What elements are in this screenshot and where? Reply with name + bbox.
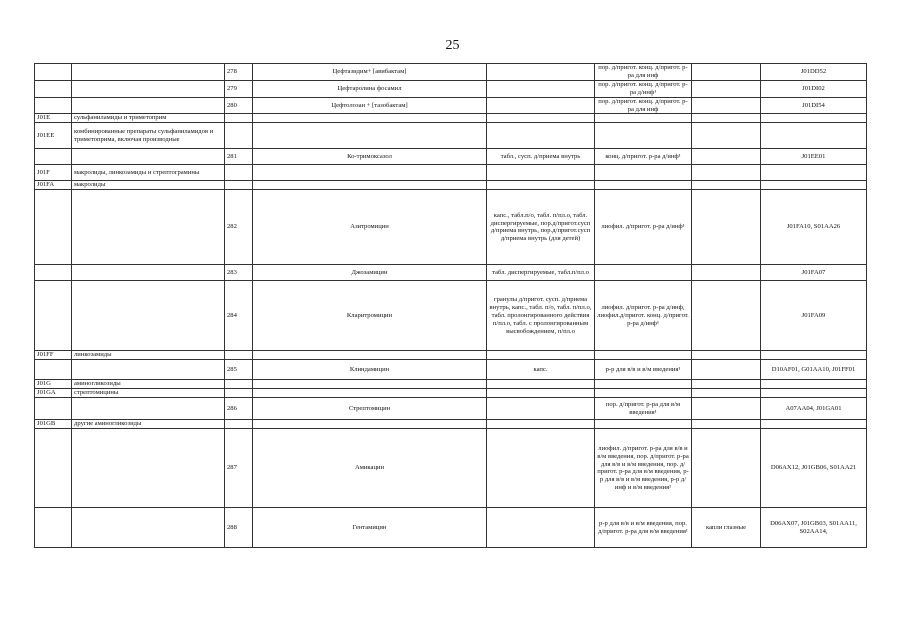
atc-group-code — [35, 429, 72, 508]
table-row — [35, 165, 867, 181]
atc-group-code: J01E — [35, 114, 72, 123]
row-number: 288 — [225, 508, 253, 548]
atc-code — [761, 123, 867, 149]
dosage-form-other — [692, 351, 761, 360]
atc-group-name: макролиды, линкозамиды и стрептограмины — [72, 165, 225, 181]
dosage-form — [487, 398, 595, 420]
atc-group-name: комбинированные препараты сульфаниламидов и триметоприма, включая производные — [72, 123, 225, 149]
dosage-form-other — [692, 64, 761, 81]
drug-name: Ко-тримоксазол — [253, 149, 487, 165]
dosage-form-injection: р-р для в/в и в/м введения¹ — [595, 360, 692, 380]
row-number: 281 — [225, 149, 253, 165]
dosage-form — [487, 165, 595, 181]
row-number — [225, 351, 253, 360]
table-row — [35, 149, 867, 165]
atc-group-code — [35, 97, 72, 114]
row-number — [225, 181, 253, 190]
atc-code: J01EE01 — [761, 149, 867, 165]
table-row — [35, 398, 867, 420]
row-number — [225, 389, 253, 398]
atc-group-code: J01EE — [35, 123, 72, 149]
dosage-form-injection — [595, 165, 692, 181]
row-number — [225, 123, 253, 149]
dosage-form-other — [692, 265, 761, 281]
dosage-form — [487, 429, 595, 508]
dosage-form-injection — [595, 123, 692, 149]
atc-group-name — [72, 265, 225, 281]
dosage-form — [487, 97, 595, 114]
table-row — [35, 420, 867, 429]
page-number: 25 — [445, 38, 460, 53]
atc-group-code — [35, 281, 72, 351]
atc-code — [761, 351, 867, 360]
atc-code — [761, 389, 867, 398]
atc-code: D06AX07, J01GB03, S01AA11, S02AA14, — [761, 508, 867, 548]
dosage-form-injection — [595, 420, 692, 429]
table-body — [35, 64, 867, 548]
dosage-form — [487, 80, 595, 97]
dosage-form: табл. диспергируемые, табл.п/пл.о — [487, 265, 595, 281]
drug-name — [253, 114, 487, 123]
drug-name: Амикацин — [253, 429, 487, 508]
table-row — [35, 281, 867, 351]
atc-code — [761, 380, 867, 389]
atc-group-name: аминогликозиды — [72, 380, 225, 389]
table-row — [35, 97, 867, 114]
row-number: 280 — [225, 97, 253, 114]
atc-group-name — [72, 64, 225, 81]
row-number: 287 — [225, 429, 253, 508]
atc-code — [761, 165, 867, 181]
drug-name — [253, 380, 487, 389]
dosage-form-other — [692, 80, 761, 97]
dosage-form-other — [692, 429, 761, 508]
atc-group-name — [72, 80, 225, 97]
drug-name: Кларитромицин — [253, 281, 487, 351]
atc-group-code: J01FF — [35, 351, 72, 360]
drug-name: Цефтолозан + [тазобактам] — [253, 97, 487, 114]
atc-code — [761, 420, 867, 429]
dosage-form — [487, 380, 595, 389]
dosage-form-other — [692, 380, 761, 389]
row-number: 278 — [225, 64, 253, 81]
atc-code: D06AX12, J01GB06, S01AA21 — [761, 429, 867, 508]
row-number: 283 — [225, 265, 253, 281]
atc-group-code: J01FA — [35, 181, 72, 190]
atc-group-name — [72, 97, 225, 114]
dosage-form-other — [692, 281, 761, 351]
row-number — [225, 380, 253, 389]
dosage-form-injection: пор. д/пригот. р-ра для в/м введения¹ — [595, 398, 692, 420]
dosage-form-other — [692, 165, 761, 181]
dosage-form — [487, 114, 595, 123]
table-row — [35, 190, 867, 265]
row-number: 282 — [225, 190, 253, 265]
dosage-form-injection: р-р для в/в и в/м введения, пор. д/пригот. р-ра для в/м введения¹ — [595, 508, 692, 548]
dosage-form: табл., сусп. д/приема внутрь — [487, 149, 595, 165]
dosage-form-injection: пор. д/пригот. конц. д/пригот. р-ра для инф — [595, 97, 692, 114]
drug-name: Гентамицин — [253, 508, 487, 548]
dosage-form-other — [692, 360, 761, 380]
table-row — [35, 123, 867, 149]
atc-group-name: другие аминогликозиды — [72, 420, 225, 429]
dosage-form-other — [692, 420, 761, 429]
dosage-form-injection: конц. д/пригот. р-ра д/инф¹ — [595, 149, 692, 165]
atc-group-code — [35, 398, 72, 420]
dosage-form-injection — [595, 265, 692, 281]
atc-group-code: J01GB — [35, 420, 72, 429]
dosage-form — [487, 123, 595, 149]
row-number: 286 — [225, 398, 253, 420]
atc-group-code: J01G — [35, 380, 72, 389]
table-row — [35, 181, 867, 190]
drug-table — [34, 63, 867, 548]
atc-group-name — [72, 360, 225, 380]
atc-group-name — [72, 508, 225, 548]
drug-name — [253, 181, 487, 190]
atc-group-name: стрептомицины — [72, 389, 225, 398]
drug-name: Цефтаролина фосамил — [253, 80, 487, 97]
atc-code: D10AF01, G01AA10, J01FF01 — [761, 360, 867, 380]
atc-code: J01DI54 — [761, 97, 867, 114]
dosage-form: капс. — [487, 360, 595, 380]
row-number: 279 — [225, 80, 253, 97]
atc-group-code: J01GA — [35, 389, 72, 398]
table-row — [35, 360, 867, 380]
dosage-form-injection — [595, 181, 692, 190]
atc-group-code — [35, 265, 72, 281]
row-number — [225, 420, 253, 429]
atc-code: J01DD52 — [761, 64, 867, 81]
drug-name — [253, 123, 487, 149]
dosage-form-injection — [595, 351, 692, 360]
dosage-form-injection: лиофил. д/пригот. р-ра д/инф, лиофил.д/пригот. конц. д/пригот. р-ра д/инф¹ — [595, 281, 692, 351]
table-row — [35, 351, 867, 360]
atc-group-code — [35, 64, 72, 81]
table-row — [35, 265, 867, 281]
drug-name: Стрептомицин — [253, 398, 487, 420]
dosage-form — [487, 181, 595, 190]
dosage-form-other — [692, 114, 761, 123]
dosage-form-other — [692, 149, 761, 165]
atc-group-code — [35, 149, 72, 165]
dosage-form-injection — [595, 380, 692, 389]
dosage-form-other — [692, 398, 761, 420]
atc-group-name — [72, 149, 225, 165]
atc-group-name: линкозамиды — [72, 351, 225, 360]
atc-code: J01FA10, S01AA26 — [761, 190, 867, 265]
drug-name: Азитромицин — [253, 190, 487, 265]
atc-group-code: J01F — [35, 165, 72, 181]
atc-group-name — [72, 190, 225, 265]
atc-group-code — [35, 190, 72, 265]
dosage-form: гранулы д/пригот. сусп. д/приема внутрь, капс., табл. п/о, табл. п/пл.о, табл. пролонгированного действия п/пл.о, табл. с пролонгированным высвобождением, п/пл.о — [487, 281, 595, 351]
atc-group-name — [72, 429, 225, 508]
dosage-form: капс., табл.п/о, табл. п/пл.о, табл. диспергируемые, пор.д/пригот.сусп д/приема внутрь, пор.д/пригот.сусп д/приема внутрь (для детей) — [487, 190, 595, 265]
table-row — [35, 114, 867, 123]
drug-name — [253, 165, 487, 181]
dosage-form-injection — [595, 114, 692, 123]
dosage-form-injection: пор. д/пригот. конц. д/пригот. р-ра д/инф¹ — [595, 80, 692, 97]
dosage-form-other — [692, 97, 761, 114]
dosage-form-other: капли глазные — [692, 508, 761, 548]
dosage-form-injection — [595, 389, 692, 398]
dosage-form — [487, 64, 595, 81]
table-row — [35, 380, 867, 389]
dosage-form-injection: лиофил. д/пригот. р-ра для в/в и в/м введения, пор. д/пригот. р-ра для в/в и в/м введения, пор. д/пригот. р-ра для в/м введения, р-р для в/в и в/м введения, р-р д/инф и в/м введения¹ — [595, 429, 692, 508]
dosage-form-other — [692, 190, 761, 265]
atc-group-code — [35, 80, 72, 97]
dosage-form-injection: пор. д/пригот. конц. д/пригот. р-ра для инф — [595, 64, 692, 81]
table-row — [35, 389, 867, 398]
atc-code: J01DI02 — [761, 80, 867, 97]
dosage-form — [487, 351, 595, 360]
dosage-form — [487, 508, 595, 548]
dosage-form — [487, 420, 595, 429]
atc-group-code — [35, 360, 72, 380]
drug-name — [253, 389, 487, 398]
dosage-form — [487, 389, 595, 398]
row-number — [225, 114, 253, 123]
row-number: 284 — [225, 281, 253, 351]
drug-name — [253, 420, 487, 429]
atc-group-name: макролиды — [72, 181, 225, 190]
row-number: 285 — [225, 360, 253, 380]
drug-name — [253, 351, 487, 360]
table-row — [35, 80, 867, 97]
dosage-form-injection: лиофил. д/пригот. р-ра д/инф¹ — [595, 190, 692, 265]
atc-code: J01FA07 — [761, 265, 867, 281]
atc-code: A07AA04, J01GA01 — [761, 398, 867, 420]
dosage-form-other — [692, 181, 761, 190]
atc-group-code — [35, 508, 72, 548]
drug-name: Джозамицин — [253, 265, 487, 281]
row-number — [225, 165, 253, 181]
drug-name: Цефтазидим+ [авибактам] — [253, 64, 487, 81]
drug-name: Клиндамицин — [253, 360, 487, 380]
table-row — [35, 64, 867, 81]
atc-group-name: сульфаниламиды и триметоприм — [72, 114, 225, 123]
table-row — [35, 429, 867, 508]
dosage-form-other — [692, 123, 761, 149]
table-row — [35, 508, 867, 548]
dosage-form-other — [692, 389, 761, 398]
atc-code — [761, 114, 867, 123]
atc-group-name — [72, 398, 225, 420]
atc-code — [761, 181, 867, 190]
atc-code: J01FA09 — [761, 281, 867, 351]
atc-group-name — [72, 281, 225, 351]
